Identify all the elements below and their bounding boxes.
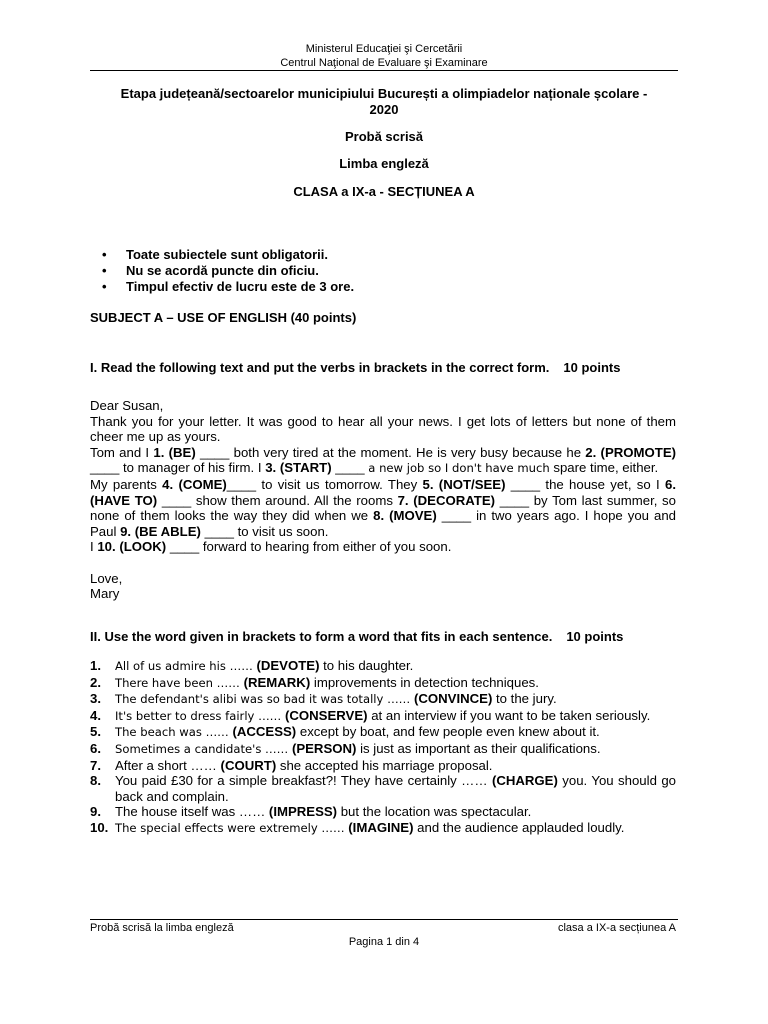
letter-paragraph-parents: My parents 4. (COME)____ to visit us tomorrow. They 5. (NOT/SEE) ____ the house yet, so I 6. (HAVE TO) ____ show them around. All the rooms 7. (DECORATE) ____ by Tom last summer, so none of them looks the way they did when we 8. (MOVE) ____ in two years ago. I hope you and Paul 9. (BE ABLE) ____ to visit us soon. <box>90 476 677 539</box>
letter-text <box>90 398 676 602</box>
list-item: 9. The house itself was …… (IMPRESS) but the location was spectacular. <box>90 804 532 820</box>
list-item: 3. The defendant's alibi was so bad it was totally …… (CONVINCE) to the jury. <box>90 691 557 707</box>
letter-signature: Mary <box>90 586 120 602</box>
footer-left: Probă scrisă la limba engleză <box>90 922 234 934</box>
letter-closing: Love, <box>90 570 123 586</box>
stage-title-line2: 2020 <box>369 102 399 117</box>
test-type: Probă scrisă <box>344 129 424 144</box>
ministry-name: Ministerul Educaţiei şi Cercetării <box>305 43 463 55</box>
class-title: CLASA a IX-a - SECȚIUNEA A <box>293 184 475 199</box>
section2-instruction: II. Use the word given in brackets to form a word that fits in each sentence. 10 points <box>90 629 624 644</box>
bullet-icon: • <box>102 263 107 278</box>
word-formation-list <box>90 658 676 837</box>
list-item: 8. You paid £30 for a simple breakfast?! They have certainly …… (CHARGE) you. You should go back and complain. <box>90 773 676 804</box>
section1-instruction: I. Read the following text and put the verbs in brackets in the correct form. 10 points <box>90 360 621 375</box>
rule-item: • Timpul efectiv de lucru este de 3 ore. <box>102 279 355 294</box>
stage-title-line1: Etapa județeană/sectoarelor municipiului București a olimpiadelor naționale școlare - <box>120 86 648 101</box>
letter-intro: Thank you for your letter. It was good to hear all your news. I get lots of letters but none of them cheer me up as yours. <box>90 413 676 445</box>
section2-points: 10 points <box>566 629 624 644</box>
footer-divider <box>90 919 678 920</box>
section1-points: 10 points <box>563 360 621 375</box>
list-item: 6. Sometimes a candidate's …… (PERSON) is just as important as their qualifications. <box>90 740 601 756</box>
rules-list <box>100 247 354 295</box>
bullet-icon: • <box>102 247 107 262</box>
rule-item: • Toate subiectele sunt obligatorii. <box>102 247 329 262</box>
subject-title: Limba engleză <box>339 156 429 171</box>
letter-paragraph-tom: Tom and I 1. (BE) ____ both very tired at the moment. He is very busy because he 2. (PROMOTE) ____ to manager of his firm. I 3. (START) ____ a new job so I don't have much spare time, either. <box>90 444 677 476</box>
list-item: 1. All of us admire his …… (DEVOTE) to his daughter. <box>90 658 414 673</box>
list-item: 5. The beach was …… (ACCESS) except by boat, and few people even knew about it. <box>90 724 600 740</box>
list-item: 4. It's better to dress fairly …… (CONSERVE) at an interview if you want to be taken seriously. <box>90 707 651 723</box>
rule-item: • Nu se acordă puncte din oficiu. <box>102 263 319 278</box>
subject-a-heading: SUBJECT A – USE OF ENGLISH (40 points) <box>90 310 357 325</box>
page-number: Pagina 1 din 4 <box>348 936 420 948</box>
list-item: 2. There have been …… (REMARK) improvements in detection techniques. <box>90 674 539 690</box>
list-item: 7. After a short …… (COURT) she accepted his marriage proposal. <box>90 757 493 773</box>
bullet-icon: • <box>102 279 107 294</box>
center-name: Centrul Naţional de Evaluare şi Examinare <box>280 57 488 69</box>
letter-greeting: Dear Susan, <box>90 398 164 413</box>
list-item: 10. The special effects were extremely …… (IMAGINE) and the audience applauded loudly. <box>90 819 625 835</box>
header-divider <box>90 70 678 71</box>
letter-paragraph-last: I 10. (LOOK) ____ forward to hearing from either of you soon. <box>90 539 452 555</box>
footer-right: clasa a IX-a secțiunea A <box>557 922 676 934</box>
